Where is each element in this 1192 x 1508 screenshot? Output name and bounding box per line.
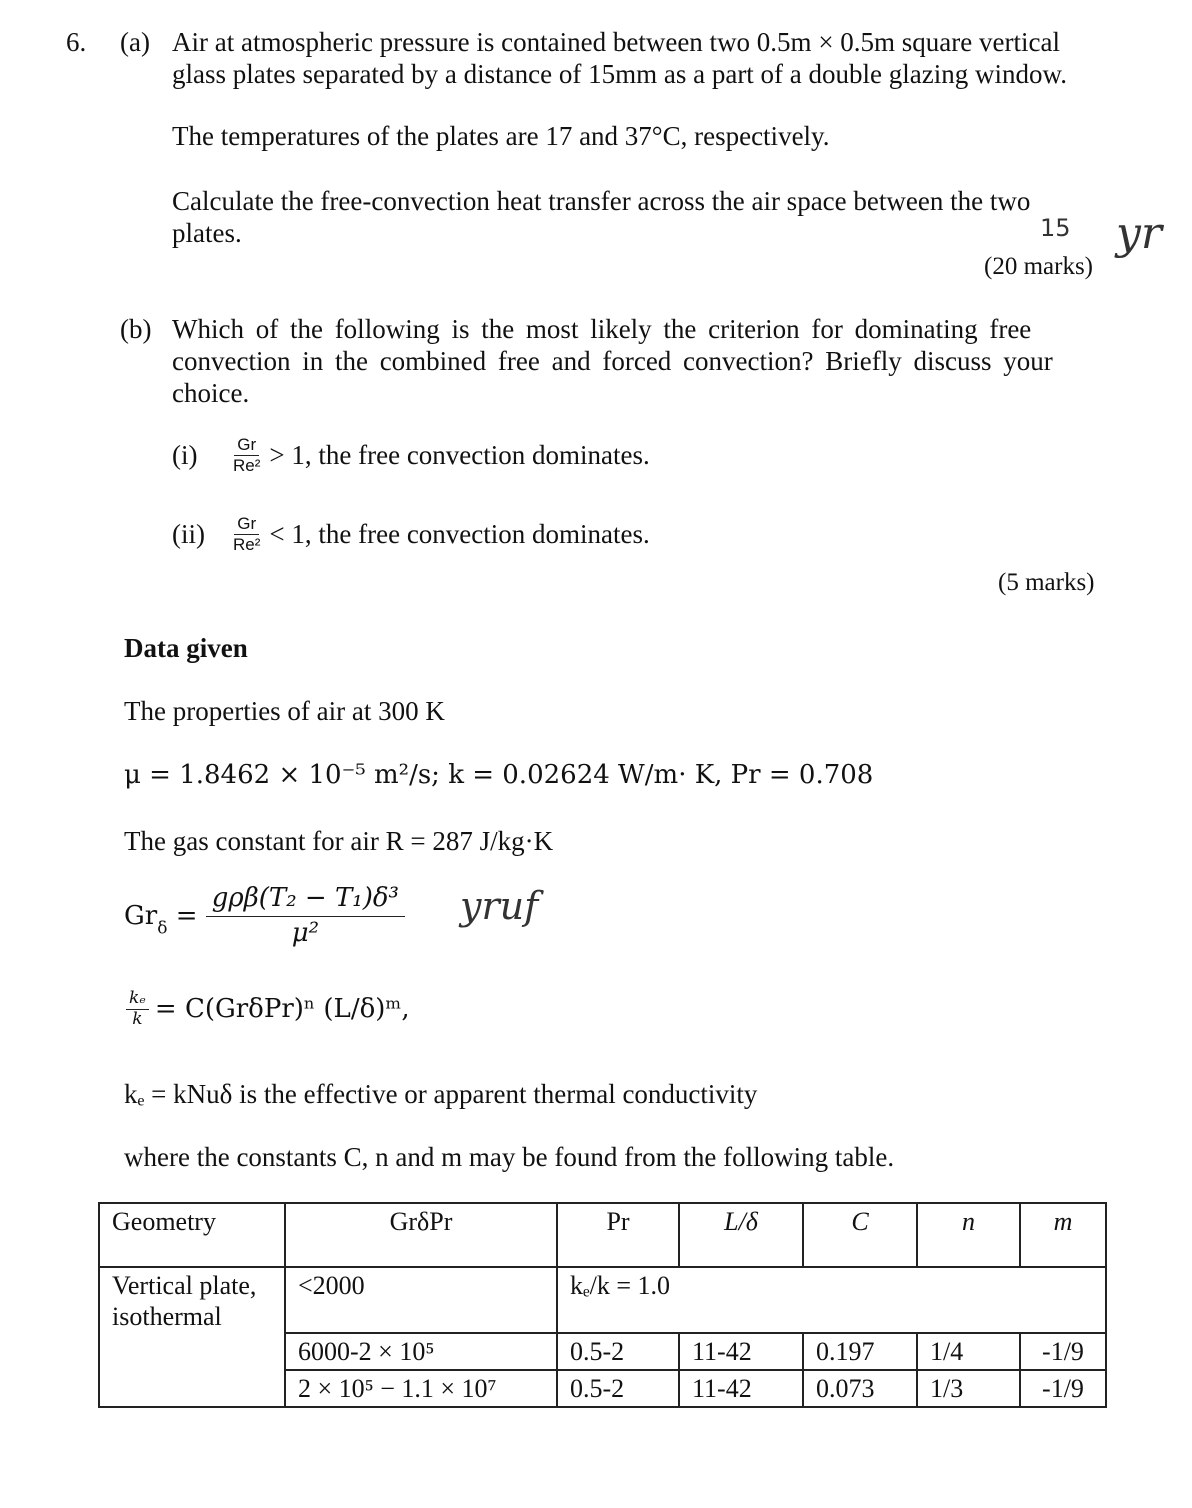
grpr-cell: 6000-2 × 10⁵ — [285, 1333, 557, 1370]
option-i-fraction — [230, 436, 263, 475]
l-delta-cell: 11-42 — [679, 1333, 803, 1370]
grashof-formula: $Gr_\delta$ = $\frac{\text{gρβ(T₂ − T₁)δ³}}{\text{μ²}}$ — [124, 884, 405, 949]
pr-cell: 0.5-2 — [557, 1370, 679, 1407]
part-a-line-1: Air at atmospheric pressure is contained between two 0.5m × 0.5m square vertical — [172, 27, 1060, 57]
part-b-label: (b) — [120, 314, 152, 344]
pr-cell: 0.5-2 — [557, 1333, 679, 1370]
grashof-numerator: gρβ(T₂ − T₁)δ³ — [206, 884, 405, 917]
grashof-fraction — [206, 884, 405, 949]
option-ii-fraction — [230, 515, 263, 554]
part-b-line-2: convection in the combined free and forced convection? Briefly discuss your — [172, 346, 1053, 376]
part-a-line-4: Calculate the free-convection heat transfer across the air space between the two — [172, 186, 1031, 216]
question-number: 6. — [66, 27, 87, 57]
geometry-cell: Vertical plate, isothermal — [99, 1267, 285, 1407]
constants-table — [98, 1202, 1107, 1408]
l-delta-cell: 11-42 — [679, 1370, 803, 1407]
n-cell: 1/4 — [917, 1333, 1020, 1370]
handwritten-score: 15 — [1040, 214, 1071, 242]
table-row — [99, 1267, 1106, 1333]
part-a-line-5: plates. — [172, 218, 242, 248]
m-cell: -1/9 — [1020, 1370, 1106, 1407]
header-n: n — [917, 1203, 1020, 1267]
grpr-cell: <2000 — [285, 1267, 557, 1333]
header-grpr: GrδPr — [285, 1203, 557, 1267]
handwritten-annotation: yruf — [460, 884, 539, 928]
option-ii — [172, 515, 650, 554]
option-i-den: Re² — [233, 455, 261, 475]
header-m: m — [1020, 1203, 1106, 1267]
table-header-row — [99, 1203, 1106, 1267]
option-i-label: (i) — [172, 440, 198, 471]
ke-denominator: k — [132, 1008, 143, 1029]
ke-note-cell: kₑ/k = 1.0 — [557, 1267, 1106, 1333]
option-ii-num: Gr — [234, 515, 259, 535]
option-i-text: > 1, the free convection dominates. — [269, 440, 650, 471]
handwritten-initials: yr — [1116, 208, 1162, 259]
mu-line: μ = 1.8462 × 10⁻⁵ m²/s; k = 0.02624 W/m· K, Pr = 0.708 — [124, 760, 874, 790]
part-a-line-2: glass plates separated by a distance of 15mm as a part of a double glazing window. — [172, 59, 1067, 89]
option-ii-den: Re² — [233, 534, 261, 554]
part-b-line-1: Which of the following is the most likely the criterion for dominating free — [172, 314, 1032, 344]
ke-numerator: kₑ — [126, 990, 149, 1010]
option-i-num: Gr — [234, 436, 259, 456]
c-cell: 0.197 — [803, 1333, 917, 1370]
part-a-line-3: The temperatures of the plates are 17 and 37°C, respectively. — [172, 121, 830, 151]
option-ii-label: (ii) — [172, 519, 205, 550]
header-c: C — [803, 1203, 917, 1267]
gas-constant-line: The gas constant for air R = 287 J/kg·K — [124, 826, 554, 856]
data-given-heading: Data given — [124, 633, 248, 663]
where-line: where the constants C, n and m may be found from the following table. — [124, 1142, 895, 1172]
n-cell: 1/3 — [917, 1370, 1020, 1407]
ke-rhs: = C(GrδPr)ⁿ (L/δ)ᵐ, — [154, 993, 410, 1024]
header-geometry: Geometry — [99, 1203, 285, 1267]
grashof-denominator: μ² — [291, 917, 320, 948]
part-b-marks: (5 marks) — [998, 569, 1095, 596]
grpr-cell: 2 × 10⁵ − 1.1 × 10⁷ — [285, 1370, 557, 1407]
header-pr: Pr — [557, 1203, 679, 1267]
option-ii-text: < 1, the free convection dominates. — [269, 519, 650, 550]
part-a-marks: (20 marks) — [984, 253, 1093, 280]
option-i — [172, 436, 650, 475]
ke-definition: kₑ = kNuδ is the effective or apparent thermal conductivity — [124, 1079, 758, 1109]
ke-formula — [124, 990, 410, 1029]
c-cell: 0.073 — [803, 1370, 917, 1407]
properties-line: The properties of air at 300 K — [124, 696, 445, 726]
grashof-lhs: Gr — [124, 900, 158, 931]
part-b-line-3: choice. — [172, 378, 250, 408]
header-l-delta: L/δ — [679, 1203, 803, 1267]
m-cell: -1/9 — [1020, 1333, 1106, 1370]
grashof-lhs-sub: δ — [157, 918, 168, 939]
ke-fraction — [126, 990, 149, 1029]
part-a-label: (a) — [120, 27, 150, 57]
